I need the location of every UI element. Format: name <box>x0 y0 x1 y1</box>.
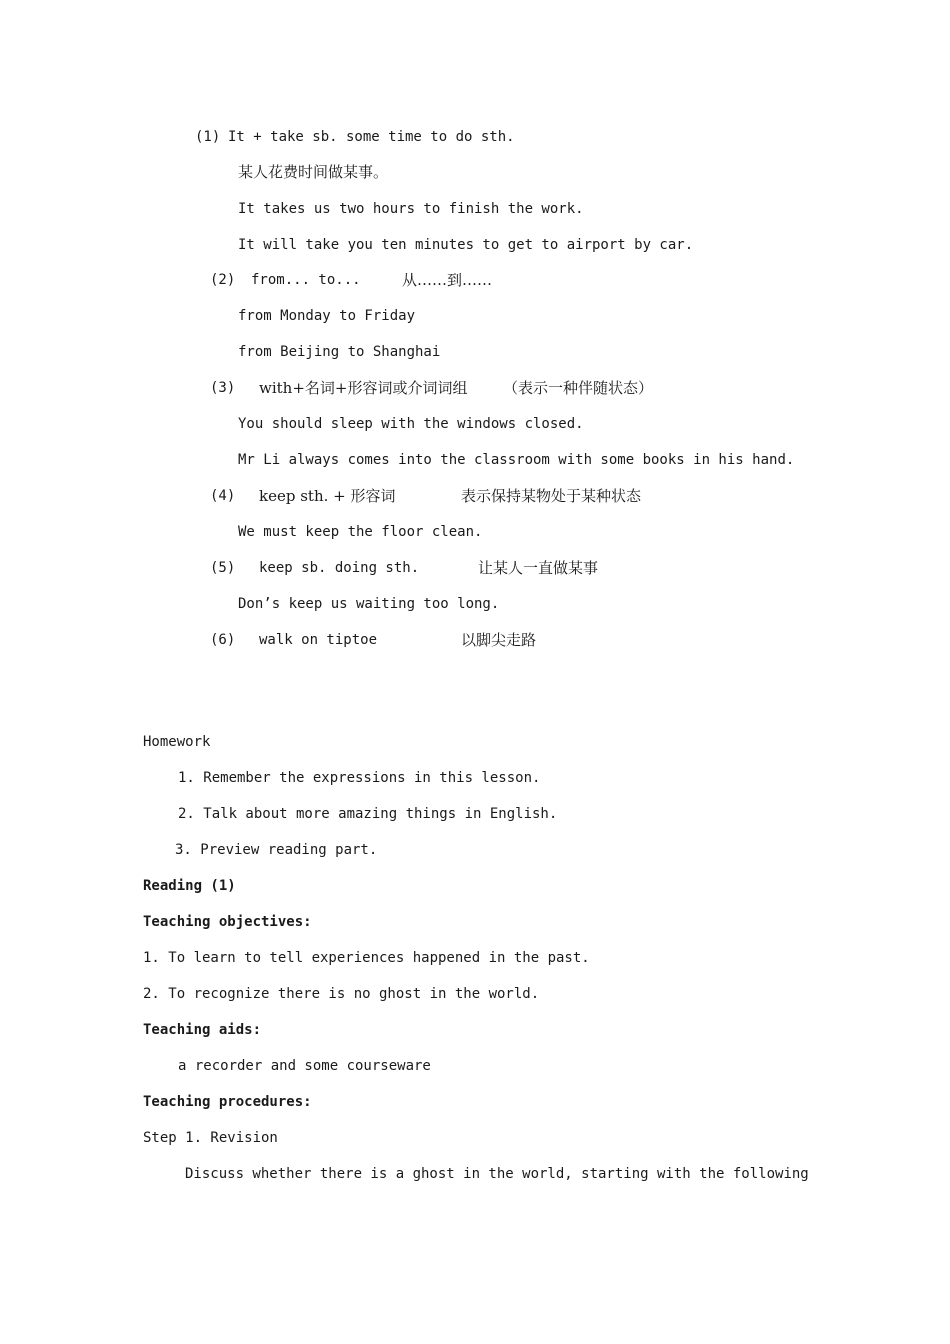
point-5-example: Don’s keep us waiting too long. <box>238 596 500 612</box>
point-1-pattern: It + take sb. some time to do sth. <box>228 129 515 145</box>
point-1-example: It takes us two hours to finish the work. <box>238 201 584 217</box>
step-1-text: Discuss whether there is a ghost in the world, starting with the following <box>185 1166 809 1182</box>
point-1-meaning: 某人花费时间做某事。 <box>238 163 389 181</box>
aids-heading: Teaching aids: <box>143 1022 262 1038</box>
point-6-pattern: walk on tiptoe <box>259 632 378 648</box>
homework-item: 2. Talk about more amazing things in English. <box>178 806 558 822</box>
point-2-example: from Monday to Friday <box>238 308 416 324</box>
homework-heading: Homework <box>143 734 211 750</box>
point-3-example: Mr Li always comes into the classroom with some books in his hand. <box>238 452 795 468</box>
aids-text: a recorder and some courseware <box>178 1058 431 1074</box>
point-2-number: (2) <box>210 272 236 288</box>
step-1-heading: Step 1. Revision <box>143 1130 278 1146</box>
point-1-example: It will take you ten minutes to get to airport by car. <box>238 237 694 253</box>
point-4-example: We must keep the floor clean. <box>238 524 483 540</box>
point-2-pattern: from... to... <box>251 272 361 288</box>
point-1-number: (1) <box>195 129 221 145</box>
point-4-number: (4) <box>210 488 236 504</box>
point-5-meaning: 让某人一直做某事 <box>478 559 599 577</box>
point-3-number: (3) <box>210 380 236 396</box>
point-5-pattern: keep sb. doing sth. <box>259 560 420 576</box>
point-2-meaning: 从……到…… <box>402 271 493 289</box>
reading-heading: Reading (1) <box>143 878 236 894</box>
procedures-heading: Teaching procedures: <box>143 1094 312 1110</box>
point-3-meaning: （表示一种伴随状态） <box>503 379 654 397</box>
point-5-number: (5) <box>210 560 236 576</box>
point-3-example: You should sleep with the windows closed. <box>238 416 584 432</box>
homework-item: 1. Remember the expressions in this lesson. <box>178 770 541 786</box>
point-2-example: from Beijing to Shanghai <box>238 344 441 360</box>
objective-item: 2. To recognize there is no ghost in the world. <box>143 986 540 1002</box>
objectives-heading: Teaching objectives: <box>143 914 312 930</box>
point-6-meaning: 以脚尖走路 <box>461 631 537 649</box>
objective-item: 1. To learn to tell experiences happened in the past. <box>143 950 590 966</box>
point-3-pattern: with+名词+形容词或介词词组 <box>259 379 468 397</box>
point-4-pattern: keep sth. + 形容词 <box>259 487 396 505</box>
point-6-number: (6) <box>210 632 236 648</box>
point-4-meaning: 表示保持某物处于某种状态 <box>461 487 642 505</box>
homework-item: 3. Preview reading part. <box>175 842 378 858</box>
